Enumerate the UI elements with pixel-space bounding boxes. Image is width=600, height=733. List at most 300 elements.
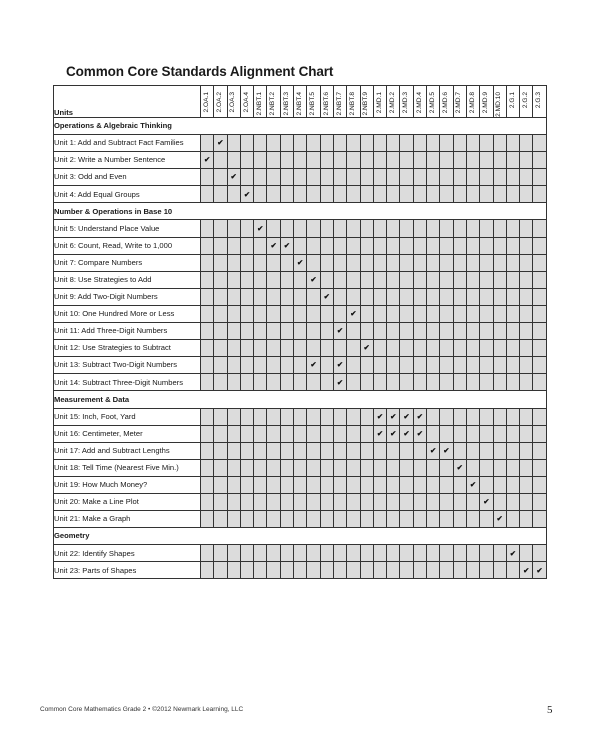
- empty-cell: [506, 271, 519, 288]
- standard-header: [307, 86, 320, 118]
- empty-cell: [387, 237, 400, 254]
- empty-cell: [227, 271, 240, 288]
- empty-cell: [453, 408, 466, 425]
- empty-cell: [240, 545, 253, 562]
- empty-cell: [506, 135, 519, 152]
- empty-cell: [453, 442, 466, 459]
- alignment-chart-table: [53, 85, 547, 579]
- empty-cell: [480, 425, 493, 442]
- empty-cell: [506, 562, 519, 579]
- empty-cell: [427, 323, 440, 340]
- empty-cell: [254, 357, 267, 374]
- empty-cell: [413, 374, 426, 391]
- empty-cell: [400, 374, 413, 391]
- empty-cell: [427, 152, 440, 169]
- empty-cell: [267, 442, 280, 459]
- empty-cell: [347, 254, 360, 271]
- unit-name: Unit 13: Subtract Two-Digit Numbers: [54, 357, 201, 374]
- empty-cell: [440, 169, 453, 186]
- empty-cell: [520, 169, 533, 186]
- empty-cell: [427, 357, 440, 374]
- empty-cell: [320, 459, 333, 476]
- empty-cell: [240, 459, 253, 476]
- empty-cell: [533, 152, 546, 169]
- empty-cell: [520, 425, 533, 442]
- empty-cell: [360, 169, 373, 186]
- checkmark-icon: ✔: [214, 135, 227, 152]
- empty-cell: [240, 254, 253, 271]
- page-title: Common Core Standards Alignment Chart: [66, 64, 334, 79]
- empty-cell: [533, 169, 546, 186]
- empty-cell: [240, 425, 253, 442]
- empty-cell: [466, 323, 479, 340]
- empty-cell: [214, 493, 227, 510]
- empty-cell: [320, 237, 333, 254]
- empty-cell: [307, 220, 320, 237]
- empty-cell: [387, 220, 400, 237]
- empty-cell: [333, 562, 346, 579]
- empty-cell: [347, 493, 360, 510]
- empty-cell: [493, 323, 506, 340]
- empty-cell: [267, 340, 280, 357]
- empty-cell: [240, 476, 253, 493]
- table-row: [54, 357, 547, 374]
- empty-cell: [294, 271, 307, 288]
- standard-label: 2.MD.2: [389, 92, 396, 114]
- empty-cell: [533, 476, 546, 493]
- empty-cell: [240, 562, 253, 579]
- empty-cell: [254, 511, 267, 528]
- empty-cell: [294, 425, 307, 442]
- empty-cell: [240, 305, 253, 322]
- empty-cell: [427, 305, 440, 322]
- empty-cell: [413, 442, 426, 459]
- empty-cell: [440, 220, 453, 237]
- empty-cell: [493, 562, 506, 579]
- empty-cell: [413, 169, 426, 186]
- empty-cell: [373, 169, 386, 186]
- empty-cell: [453, 271, 466, 288]
- empty-cell: [387, 169, 400, 186]
- empty-cell: [307, 152, 320, 169]
- empty-cell: [387, 254, 400, 271]
- empty-cell: [201, 271, 214, 288]
- empty-cell: [533, 220, 546, 237]
- standard-header: [427, 86, 440, 118]
- empty-cell: [320, 476, 333, 493]
- empty-cell: [240, 374, 253, 391]
- empty-cell: [240, 493, 253, 510]
- empty-cell: [227, 493, 240, 510]
- empty-cell: [320, 220, 333, 237]
- checkmark-icon: ✔: [373, 425, 386, 442]
- unit-name: Unit 8: Use Strategies to Add: [54, 271, 201, 288]
- table-row: [54, 374, 547, 391]
- table-row: [54, 545, 547, 562]
- table-row: [54, 152, 547, 169]
- empty-cell: [400, 169, 413, 186]
- empty-cell: [373, 493, 386, 510]
- standard-label: 2.MD.9: [482, 92, 490, 114]
- standard-label: 2.MD.1: [375, 92, 383, 114]
- empty-cell: [440, 305, 453, 322]
- empty-cell: [240, 220, 253, 237]
- empty-cell: [254, 305, 267, 322]
- empty-cell: [227, 254, 240, 271]
- empty-cell: [227, 340, 240, 357]
- checkmark-icon: ✔: [453, 459, 466, 476]
- empty-cell: [427, 459, 440, 476]
- empty-cell: [506, 288, 519, 305]
- empty-cell: [506, 425, 519, 442]
- empty-cell: [440, 288, 453, 305]
- empty-cell: [506, 493, 519, 510]
- standard-label: 2.NBT.5: [309, 92, 317, 116]
- empty-cell: [227, 425, 240, 442]
- standard-label: 2.NBT.9: [362, 92, 370, 116]
- empty-cell: [453, 323, 466, 340]
- unit-name: Unit 3: Odd and Even: [54, 169, 201, 186]
- empty-cell: [347, 271, 360, 288]
- empty-cell: [294, 459, 307, 476]
- table-row: [54, 323, 547, 340]
- empty-cell: [240, 340, 253, 357]
- checkmark-icon: ✔: [333, 374, 346, 391]
- empty-cell: [267, 493, 280, 510]
- empty-cell: [227, 511, 240, 528]
- empty-cell: [440, 340, 453, 357]
- empty-cell: [360, 152, 373, 169]
- empty-cell: [387, 288, 400, 305]
- empty-cell: [466, 305, 479, 322]
- empty-cell: [400, 493, 413, 510]
- empty-cell: [201, 374, 214, 391]
- empty-cell: [227, 152, 240, 169]
- standard-label: 2.OA.3: [229, 92, 237, 113]
- empty-cell: [533, 374, 546, 391]
- empty-cell: [453, 357, 466, 374]
- empty-cell: [240, 511, 253, 528]
- empty-cell: [506, 357, 519, 374]
- empty-cell: [360, 220, 373, 237]
- empty-cell: [533, 186, 546, 203]
- empty-cell: [466, 220, 479, 237]
- empty-cell: [227, 305, 240, 322]
- empty-cell: [227, 476, 240, 493]
- empty-cell: [254, 442, 267, 459]
- empty-cell: [453, 220, 466, 237]
- standard-header: [466, 86, 479, 118]
- empty-cell: [267, 374, 280, 391]
- empty-cell: [493, 493, 506, 510]
- empty-cell: [506, 442, 519, 459]
- checkmark-icon: ✔: [506, 545, 519, 562]
- empty-cell: [493, 340, 506, 357]
- checkmark-icon: ✔: [254, 220, 267, 237]
- empty-cell: [453, 305, 466, 322]
- checkmark-icon: ✔: [427, 442, 440, 459]
- empty-cell: [427, 545, 440, 562]
- empty-cell: [267, 323, 280, 340]
- checkmark-icon: ✔: [440, 442, 453, 459]
- empty-cell: [320, 135, 333, 152]
- empty-cell: [294, 476, 307, 493]
- empty-cell: [533, 340, 546, 357]
- empty-cell: [320, 562, 333, 579]
- empty-cell: [533, 271, 546, 288]
- empty-cell: [373, 305, 386, 322]
- empty-cell: [214, 545, 227, 562]
- empty-cell: [480, 254, 493, 271]
- empty-cell: [440, 237, 453, 254]
- empty-cell: [373, 562, 386, 579]
- standard-header: [453, 86, 466, 118]
- empty-cell: [214, 442, 227, 459]
- empty-cell: [413, 186, 426, 203]
- standard-header: [320, 86, 333, 118]
- empty-cell: [254, 425, 267, 442]
- empty-cell: [440, 357, 453, 374]
- empty-cell: [400, 135, 413, 152]
- empty-cell: [320, 408, 333, 425]
- empty-cell: [201, 169, 214, 186]
- unit-name: Unit 17: Add and Subtract Lengths: [54, 442, 201, 459]
- empty-cell: [267, 545, 280, 562]
- empty-cell: [466, 442, 479, 459]
- empty-cell: [427, 493, 440, 510]
- table-row: [54, 186, 547, 203]
- empty-cell: [201, 323, 214, 340]
- empty-cell: [413, 476, 426, 493]
- empty-cell: [280, 220, 293, 237]
- empty-cell: [413, 152, 426, 169]
- empty-cell: [360, 408, 373, 425]
- empty-cell: [480, 357, 493, 374]
- empty-cell: [333, 135, 346, 152]
- empty-cell: [466, 357, 479, 374]
- empty-cell: [294, 562, 307, 579]
- empty-cell: [373, 545, 386, 562]
- empty-cell: [427, 425, 440, 442]
- standard-label: 2.NBT.4: [295, 92, 303, 116]
- empty-cell: [214, 169, 227, 186]
- empty-cell: [413, 288, 426, 305]
- empty-cell: [493, 442, 506, 459]
- empty-cell: [533, 323, 546, 340]
- empty-cell: [360, 237, 373, 254]
- table-row: [54, 254, 547, 271]
- standard-header: [413, 86, 426, 118]
- empty-cell: [360, 254, 373, 271]
- checkmark-icon: ✔: [466, 476, 479, 493]
- standard-label: 2.MD.10: [495, 92, 503, 117]
- empty-cell: [400, 186, 413, 203]
- unit-name: Unit 14: Subtract Three-Digit Numbers: [54, 374, 201, 391]
- table-row: [54, 237, 547, 254]
- empty-cell: [520, 476, 533, 493]
- section-heading: Number & Operations in Base 10: [54, 203, 547, 220]
- empty-cell: [387, 323, 400, 340]
- empty-cell: [267, 459, 280, 476]
- empty-cell: [280, 476, 293, 493]
- empty-cell: [267, 562, 280, 579]
- empty-cell: [294, 288, 307, 305]
- empty-cell: [214, 237, 227, 254]
- empty-cell: [427, 476, 440, 493]
- empty-cell: [453, 254, 466, 271]
- empty-cell: [373, 288, 386, 305]
- table-row: [54, 288, 547, 305]
- empty-cell: [307, 476, 320, 493]
- unit-name: Unit 21: Make a Graph: [54, 511, 201, 528]
- empty-cell: [254, 562, 267, 579]
- empty-cell: [480, 186, 493, 203]
- empty-cell: [533, 511, 546, 528]
- section-row: [54, 203, 547, 220]
- empty-cell: [493, 374, 506, 391]
- empty-cell: [214, 425, 227, 442]
- empty-cell: [347, 340, 360, 357]
- standard-label: 2.MD.6: [442, 92, 450, 114]
- empty-cell: [240, 323, 253, 340]
- empty-cell: [240, 357, 253, 374]
- empty-cell: [214, 288, 227, 305]
- standard-header: [373, 86, 386, 118]
- section-row: [54, 117, 547, 134]
- empty-cell: [400, 476, 413, 493]
- empty-cell: [201, 186, 214, 203]
- empty-cell: [201, 459, 214, 476]
- empty-cell: [466, 237, 479, 254]
- empty-cell: [360, 288, 373, 305]
- empty-cell: [320, 169, 333, 186]
- empty-cell: [347, 288, 360, 305]
- empty-cell: [413, 459, 426, 476]
- empty-cell: [227, 288, 240, 305]
- empty-cell: [214, 459, 227, 476]
- empty-cell: [373, 271, 386, 288]
- checkmark-icon: ✔: [240, 186, 253, 203]
- page-number: 5: [547, 704, 553, 716]
- empty-cell: [280, 425, 293, 442]
- empty-cell: [294, 305, 307, 322]
- empty-cell: [400, 305, 413, 322]
- empty-cell: [267, 408, 280, 425]
- empty-cell: [480, 442, 493, 459]
- unit-name: Unit 22: Identify Shapes: [54, 545, 201, 562]
- empty-cell: [294, 220, 307, 237]
- empty-cell: [520, 271, 533, 288]
- empty-cell: [360, 271, 373, 288]
- standard-label: 2.MD.5: [428, 92, 436, 114]
- empty-cell: [201, 357, 214, 374]
- empty-cell: [320, 340, 333, 357]
- empty-cell: [307, 442, 320, 459]
- empty-cell: [201, 305, 214, 322]
- empty-cell: [214, 323, 227, 340]
- empty-cell: [453, 152, 466, 169]
- unit-name: Unit 10: One Hundred More or Less: [54, 305, 201, 322]
- empty-cell: [453, 493, 466, 510]
- empty-cell: [506, 169, 519, 186]
- empty-cell: [320, 186, 333, 203]
- empty-cell: [387, 476, 400, 493]
- empty-cell: [347, 545, 360, 562]
- empty-cell: [453, 374, 466, 391]
- empty-cell: [360, 374, 373, 391]
- unit-name: Unit 7: Compare Numbers: [54, 254, 201, 271]
- empty-cell: [333, 254, 346, 271]
- standard-label: 2.NBT.6: [322, 92, 330, 116]
- standard-label: 2.MD.3: [402, 92, 410, 114]
- standard-label: 2.NBT.7: [335, 92, 343, 116]
- empty-cell: [400, 152, 413, 169]
- standard-label: 2.NBT.3: [282, 92, 290, 116]
- table-row: [54, 169, 547, 186]
- empty-cell: [480, 340, 493, 357]
- empty-cell: [466, 562, 479, 579]
- empty-cell: [453, 169, 466, 186]
- empty-cell: [201, 220, 214, 237]
- standard-header: [506, 86, 519, 118]
- empty-cell: [214, 374, 227, 391]
- empty-cell: [373, 357, 386, 374]
- empty-cell: [201, 408, 214, 425]
- unit-name: Unit 18: Tell Time (Nearest Five Min.): [54, 459, 201, 476]
- empty-cell: [453, 511, 466, 528]
- empty-cell: [373, 476, 386, 493]
- empty-cell: [506, 323, 519, 340]
- empty-cell: [240, 408, 253, 425]
- unit-name: Unit 6: Count, Read, Write to 1,000: [54, 237, 201, 254]
- standard-label: 2.NBT.1: [256, 92, 264, 116]
- empty-cell: [440, 323, 453, 340]
- empty-cell: [466, 374, 479, 391]
- empty-cell: [440, 152, 453, 169]
- empty-cell: [466, 545, 479, 562]
- empty-cell: [480, 237, 493, 254]
- empty-cell: [520, 220, 533, 237]
- checkmark-icon: ✔: [413, 408, 426, 425]
- empty-cell: [320, 254, 333, 271]
- empty-cell: [333, 408, 346, 425]
- empty-cell: [214, 340, 227, 357]
- empty-cell: [493, 169, 506, 186]
- empty-cell: [427, 237, 440, 254]
- unit-name: Unit 12: Use Strategies to Subtract: [54, 340, 201, 357]
- standard-label: 2.MD.4: [415, 92, 423, 114]
- unit-name: Unit 19: How Much Money?: [54, 476, 201, 493]
- empty-cell: [320, 357, 333, 374]
- empty-cell: [533, 305, 546, 322]
- table-row: [54, 493, 547, 510]
- empty-cell: [254, 135, 267, 152]
- empty-cell: [254, 288, 267, 305]
- empty-cell: [413, 323, 426, 340]
- empty-cell: [480, 135, 493, 152]
- empty-cell: [466, 186, 479, 203]
- empty-cell: [480, 545, 493, 562]
- standard-header: [387, 86, 400, 118]
- empty-cell: [506, 511, 519, 528]
- empty-cell: [466, 408, 479, 425]
- empty-cell: [373, 340, 386, 357]
- empty-cell: [254, 237, 267, 254]
- checkmark-icon: ✔: [387, 408, 400, 425]
- empty-cell: [493, 408, 506, 425]
- empty-cell: [493, 186, 506, 203]
- empty-cell: [201, 135, 214, 152]
